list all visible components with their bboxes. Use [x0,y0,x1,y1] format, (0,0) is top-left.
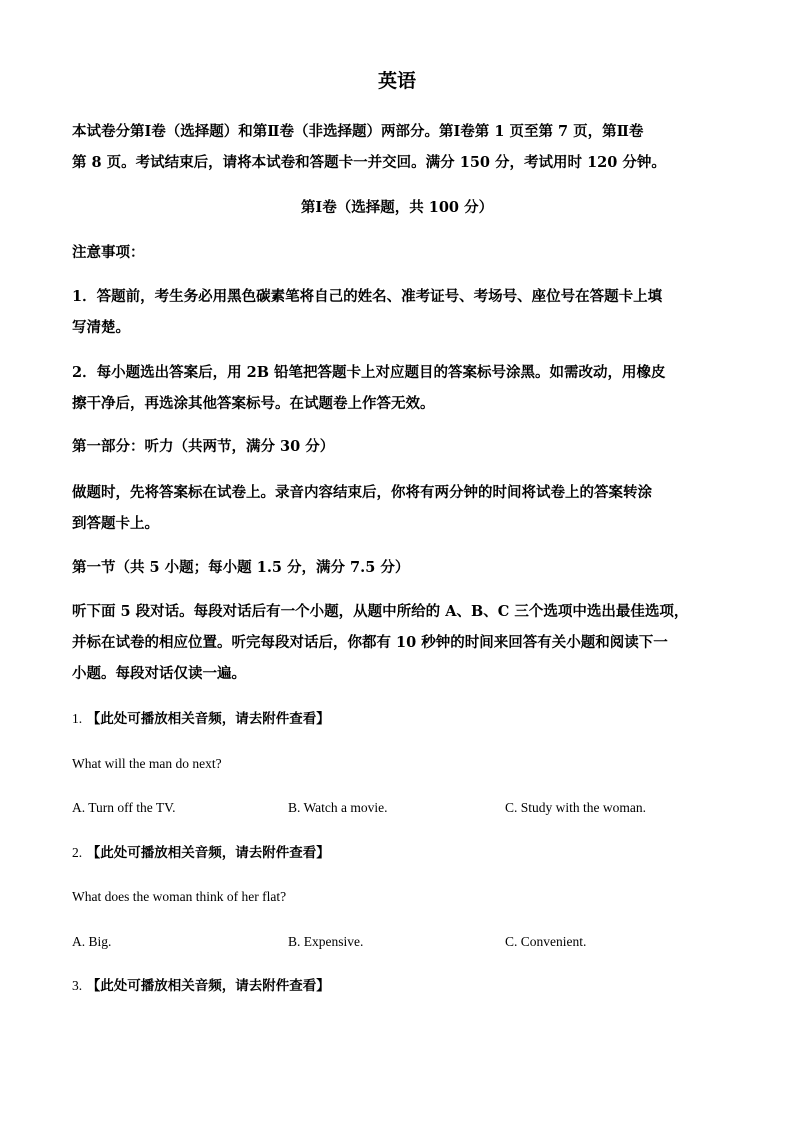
question-1-option-c: C. Study with the woman. [505,800,646,815]
intro-line-2: 第 8 页。考试结束后，请将本试卷和答题卡一并交回。满分 150 分，考试用时 120 分钟。 [72,154,666,171]
section1-instr-line-2: 并标在试卷的相应位置。听完每段对话后，你都有 10 秒钟的时间来回答有关小题和阅读下一 [72,634,668,651]
part1-heading: 第一部分：听力（共两节，满分 30 分） [72,438,335,455]
part1-instr-line-1: 做题时，先将答案标在试卷上。录音内容结束后，你将有两分钟的时间将试卷上的答案转涂 [72,484,652,501]
note-2-line-1: 2．每小题选出答案后，用 2B 铅笔把答题卡上对应题目的答案标号涂黑。如需改动，用橡皮 [72,364,666,381]
audio-placeholder[interactable]: 【此处可播放相关音频，请去附件查看】 [86,711,330,727]
question-2-option-b: B. Expensive. [288,934,364,949]
section1-heading: 第一节（共 5 小题；每小题 1.5 分，满分 7.5 分） [72,559,410,576]
question-1-audio-line [72,709,330,729]
audio-placeholder[interactable]: 【此处可播放相关音频，请去附件查看】 [86,978,330,994]
question-1-stem: What will the man do next? [72,756,222,771]
note-1-line-2: 写清楚。 [72,319,130,336]
intro-line-1: 本试卷分第Ⅰ卷（选择题）和第Ⅱ卷（非选择题）两部分。第Ⅰ卷第 1 页至第 7 页，第Ⅱ卷 [72,123,644,140]
question-number: 2. [72,845,83,860]
page-title: 英语 [377,70,416,92]
question-2-audio-line [72,843,330,863]
note-2-line-2: 擦干净后，再选涂其他答案标号。在试题卷上作答无效。 [72,395,435,412]
question-1-option-b: B. Watch a movie. [288,800,388,815]
part1-instr-line-2: 到答题卡上。 [72,515,159,532]
question-2-option-a: A. Big. [72,934,112,949]
note-1-line-1: 1．答题前，考生务必用黑色碳素笔将自己的姓名、准考证号、考场号、座位号在答题卡上填 [72,288,663,305]
section1-instr-line-3: 小题。每段对话仅读一遍。 [72,665,246,682]
question-2-stem: What does the woman think of her flat? [72,889,287,904]
section1-instr-line-1: 听下面 5 段对话。每段对话后有一个小题，从题中所给的 A、B、C 三个选项中选出最佳选项， [72,603,689,620]
question-2-option-c: C. Convenient. [505,934,587,949]
audio-placeholder[interactable]: 【此处可播放相关音频，请去附件查看】 [86,845,330,861]
section-heading: 第Ⅰ卷（选择题，共 100 分） [300,199,494,216]
question-number: 3. [72,978,83,993]
question-1-option-a: A. Turn off the TV. [72,800,176,815]
question-3-audio-line [72,976,330,996]
question-number: 1. [72,711,83,726]
notes-heading: 注意事项： [72,244,145,261]
